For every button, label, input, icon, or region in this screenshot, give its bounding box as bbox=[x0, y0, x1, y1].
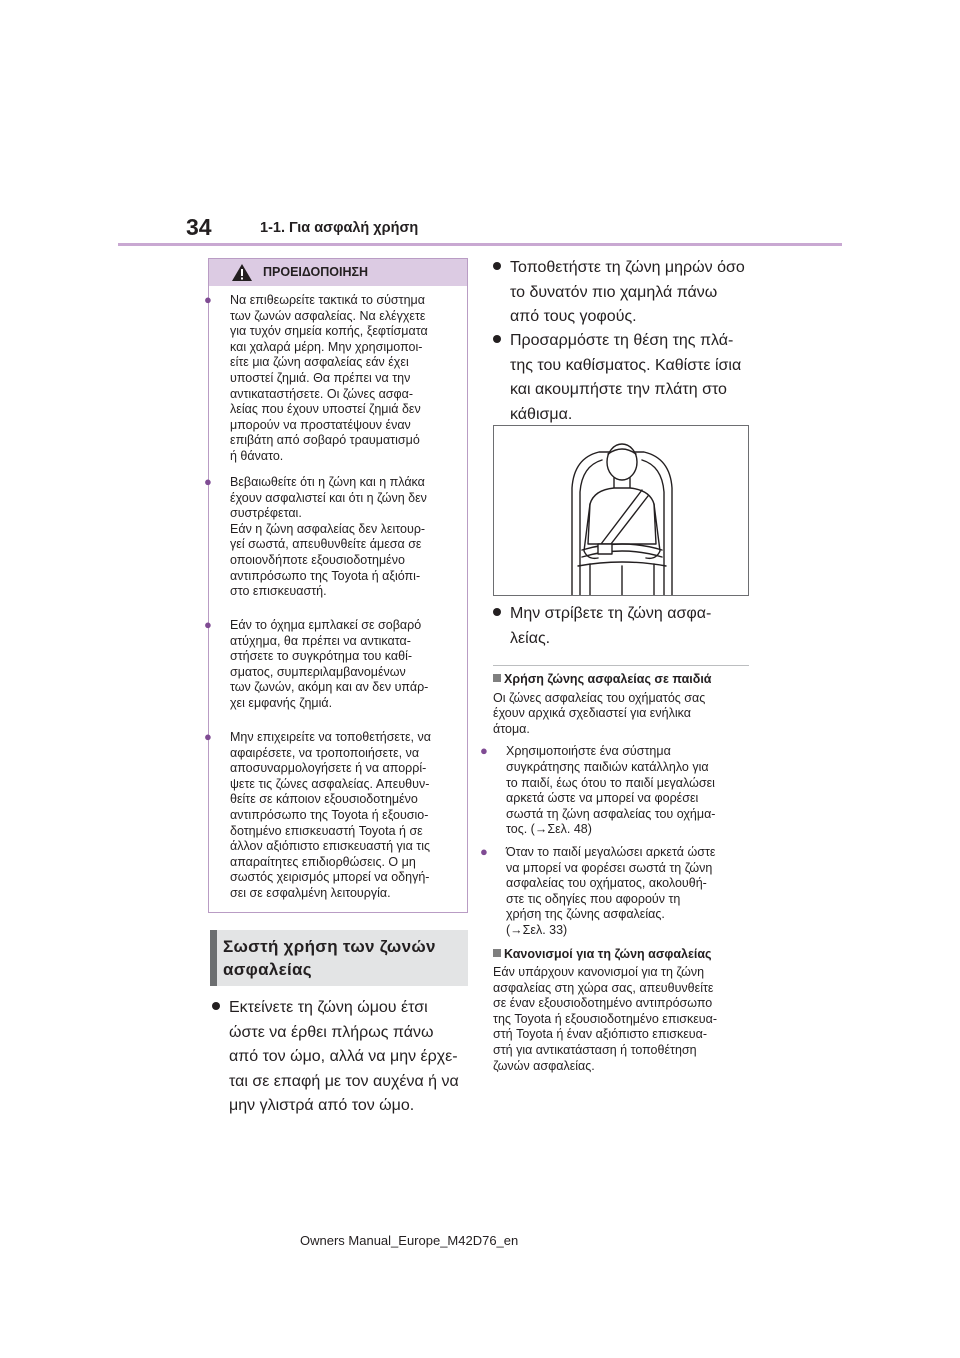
bullet-dot-icon: ● bbox=[204, 617, 212, 632]
seatbelt-illustration bbox=[493, 425, 749, 596]
divider bbox=[493, 665, 749, 666]
bullet-dot-icon bbox=[493, 335, 501, 343]
section-heading-line: ασφαλείας bbox=[223, 960, 312, 979]
bullet-paragraph: Τοποθετήστε τη ζώνη μηρών όσο το δυνατόν πιο χαμηλά πάνω από τους γοφούς. bbox=[493, 256, 753, 330]
bullet-paragraph: Προσαρμόστε τη θέση της πλά- της του καθίσματος. Καθίστε ίσια και ακουμπήστε την πλάτη στο κάθισμα. bbox=[493, 329, 753, 427]
bullet-dot-icon bbox=[493, 262, 501, 270]
list-item: ● Χρησιμοποιήστε ένα σύστημα bbox=[480, 743, 671, 759]
regulations-heading: Κανονισμοί για τη ζώνη ασφαλείας bbox=[504, 946, 712, 961]
children-section: Χρήση ζώνης ασφαλείας σε παιδιά Οι ζώνες ασφαλείας του οχήματός σας έχουν αρχικά σχεδιαστεί για ενήλικα άτομα. ● Χρησιμοποιήστε ένα σύστημα συγκράτησης παιδιών κατάλληλο για το παιδί, έως ότου το παιδί μεγαλώσει αρκετά ώστε να μπορεί να φορέσει σωστά τη ζώνη ασφαλείας του οχήμα- τος. (→Σελ. 48) ● Όταν το παιδί μεγαλώσει αρκετά ώστε να μπορεί να φορέσει σωστά τη ζώνη ασφαλείας του οχήματος, ακολουθή- στε τις οδηγίες που αφορούν τη χρήση της ζώνης ασφαλείας. (→Σελ. 33) Κανονισμοί για τη ζώνη ασφαλείας Εάν υπάρχουν κανονισμοί για τη ζώνη ασφαλείας στη χώρα σας, απευθυνθείτε σε έναν εξουσιοδοτημένο αντιπρόσωπο της Toyota ή εξουσιοδοτημένο επισκευα- στή Toyota ή έναν αξιόπιστο επισκευα- στή για αντικατάσταση ή τοποθέτηση ζωνών ασφαλείας. bbox=[493, 672, 755, 1074]
bullet-paragraph: Μην στρίβετε τη ζώνη ασφα- λείας. bbox=[493, 602, 753, 651]
warning-item: ● Εάν το όχημα εμπλακεί σε σοβαρό ατύχημα, θα πρέπει να αντικατα- στήσετε το συγκρότημα του καθί- σματος, συμπεριλαμβανομένων των ζωνών, ακόμη και αν δεν υπάρ- χει εμφανής ζημιά. bbox=[204, 617, 429, 710]
warning-item: ● Μην επιχειρείτε να τοποθετήσετε, να αφαιρέσετε, να τροποποιήσετε, να αποσυναρμολογήσετε ή να απορρί- ψετε τις ζώνες ασφαλείας. Απευθυν- θείτε σε κάποιον εξουσιοδοτημένο αντιπρόσωπο της Toyota ή εξουσιο- δοτημένο επισκευαστή Toyota ή σε άλλον αξιόπιστο επισκευαστή για τις απαραίτητες επιδιορθώσεις. Ο μη σωστός χειρισμός μπορεί να οδηγή- σει σε εσφαλμένη λειτουργία. bbox=[204, 729, 431, 900]
seated-person-seatbelt-icon bbox=[494, 426, 748, 595]
list-item: ● Όταν το παιδί μεγαλώσει αρκετά ώστε bbox=[480, 843, 716, 859]
section-title: 1-1. Για ασφαλή χρήση bbox=[260, 220, 419, 236]
section-heading-line: Σωστή χρήση των ζωνών bbox=[223, 937, 436, 956]
warning-title: ΠΡΟΕΙΔΟΠΟΙΗΣΗ bbox=[263, 265, 369, 279]
warning-item: ● Να επιθεωρείτε τακτικά το σύστημα των ζωνών ασφαλείας. Να ελέγχετε για τυχόν σημεία κοπής, ξεφτίσματα και χαλαρά μέρη. Μην χρησιμοποι- είτε μια ζώνη ασφαλείας εάν έχει υποστεί ζημιά. Θα πρέπει να την αντικαταστήσετε. Οι ζώνες ασφα- λείας που έχουν υποστεί ζημιά δεν μπορούν να προστατέψουν έναν επιβάτη από σοβαρό τραυματισμό ή θάνατο. bbox=[204, 292, 428, 463]
header-divider bbox=[118, 243, 842, 246]
square-bullet-icon bbox=[493, 674, 501, 682]
bullet-dot-icon: ● bbox=[204, 474, 212, 489]
bullet-dot-icon: ● bbox=[480, 843, 488, 859]
bullet-dot-icon: ● bbox=[204, 729, 212, 744]
bullet-dot-icon: ● bbox=[204, 292, 212, 307]
bullet-paragraph: Εκτείνετε τη ζώνη ώμου έτσι ώστε να έρθει πλήρως πάνω από τον ώμο, αλλά να μην έρχε- ται σε επαφή με τον αυχένα ή να μην γλιστρά από τον ώμο. bbox=[212, 996, 470, 1119]
warning-box bbox=[204, 258, 468, 913]
footer-text: Owners Manual_Europe_M42D76_en bbox=[300, 1233, 519, 1248]
bullet-dot-icon: ● bbox=[480, 743, 488, 759]
warning-item: ● Βεβαιωθείτε ότι η ζώνη και η πλάκα έχουν ασφαλιστεί και ότι η ζώνη δεν συστρέφεται. Εάν η ζώνη ασφαλείας δεν λειτουρ- γεί σωστά, απευθυνθείτε άμεσα σε οποιονδήποτε εξουσιοδοτημένο αντιπρόσωπο της Toyota ή αξιόπι- στο επισκευαστή. bbox=[204, 474, 427, 599]
warning-header bbox=[209, 259, 467, 286]
section-heading bbox=[210, 930, 468, 986]
bullet-dot-icon bbox=[212, 1002, 220, 1010]
square-bullet-icon bbox=[493, 949, 501, 957]
bullet-dot-icon bbox=[493, 608, 501, 616]
page-number: 34 bbox=[186, 214, 212, 240]
children-heading: Χρήση ζώνης ασφαλείας σε παιδιά bbox=[504, 672, 712, 686]
warning-triangle-icon bbox=[231, 263, 253, 282]
